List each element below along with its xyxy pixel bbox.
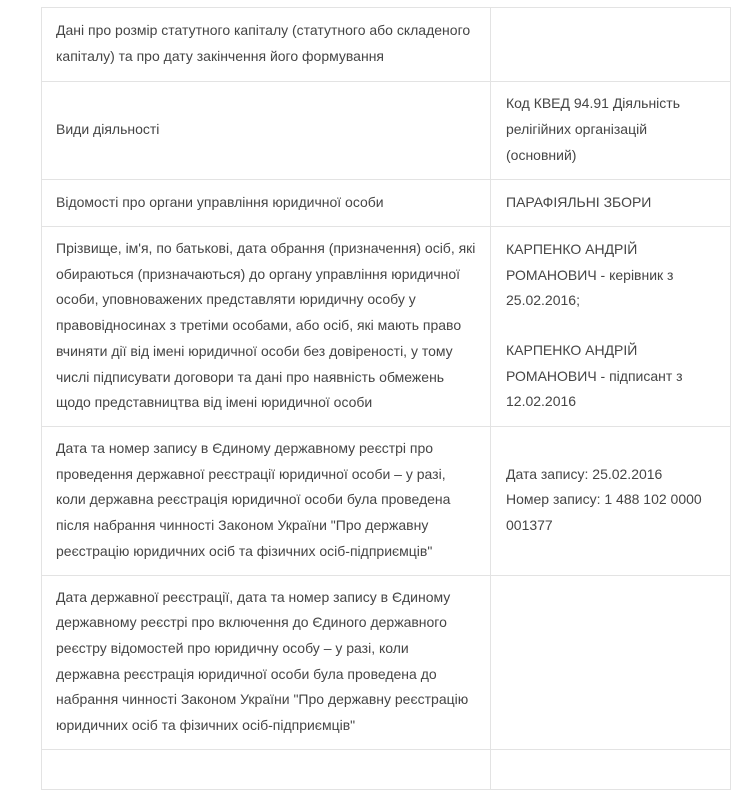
entry-spacer: [506, 314, 716, 338]
record-date: Дата запису: 25.02.2016: [506, 465, 663, 482]
registry-table: [41, 7, 731, 790]
row-value: [491, 749, 731, 789]
row-label: [42, 227, 491, 427]
table-row: [42, 427, 731, 576]
row-label: [42, 427, 491, 576]
manager-entry: КАРПЕНКО АНДРІЙ РОМАНОВИЧ - керівник з 25.02.2016;: [506, 240, 674, 309]
table-row: [42, 227, 731, 427]
row-label-text: Відомості про органи управління юридичної особи: [56, 193, 384, 210]
row-value: [491, 180, 731, 227]
registry-table-container: [41, 7, 727, 790]
row-label: [42, 82, 491, 180]
row-label-text: Прізвище, ім'я, по батькові, дата обрання (призначення) осіб, які обираються (призначаються) до органу управління юридичної особи, уповноважених представляти юридичну особу у правовідносинах з третіми особами, або осіб, які мають право вчиняти дії від імені юридичної особи без довіреності, у тому числі підписувати договори та дані про наявність обмежень щодо представництва від імені юридичної особи: [56, 240, 476, 411]
row-value: [491, 82, 731, 180]
row-label-text: Дата державної реєстрації, дата та номер запису в Єдиному державному реєстрі про включення до Єдиного державного реєстру відомостей про юридичну особу – у разі, коли державна реєстрація юридичної особи була проведена до набрання чинності Законом України "Про державну реєстрацію юридичних осіб та фізичних осіб-підприємців": [56, 588, 469, 734]
table-row: [42, 575, 731, 749]
row-label-text: Дата та номер запису в Єдиному державному реєстрі про проведення державної реєстрації юридичної особи – у разі, коли державна реєстрація юридичної особи була проведена після набрання чинності Законом України "Про державну реєстрацію юридичних осіб та фізичних осіб-підприємців": [56, 440, 451, 559]
governing-body: ПАРАФІЯЛЬНІ ЗБОРИ: [506, 193, 652, 210]
row-label: [42, 749, 491, 789]
row-value: [491, 227, 731, 427]
table-row: [42, 180, 731, 227]
row-label-text: Дані про розмір статутного капіталу (статутного або складеного капіталу) та про дату закінчення його формування: [56, 22, 471, 64]
table-row: [42, 82, 731, 180]
row-value: [491, 575, 731, 749]
table-row: [42, 749, 731, 789]
row-value: [491, 427, 731, 576]
signatory-entry: КАРПЕНКО АНДРІЙ РОМАНОВИЧ - підписант з 12.02.2016: [506, 342, 683, 410]
row-label: [42, 575, 491, 749]
activity-code: Код КВЕД 94.91 Діяльність релігійних організацій (основний): [506, 95, 681, 163]
table-row: [42, 8, 731, 82]
row-label: [42, 180, 491, 227]
row-value: [491, 8, 731, 82]
row-label: [42, 8, 491, 82]
row-label-text: Види діяльності: [56, 121, 160, 138]
record-number: Номер запису: 1 488 102 0000 001377: [506, 491, 702, 534]
